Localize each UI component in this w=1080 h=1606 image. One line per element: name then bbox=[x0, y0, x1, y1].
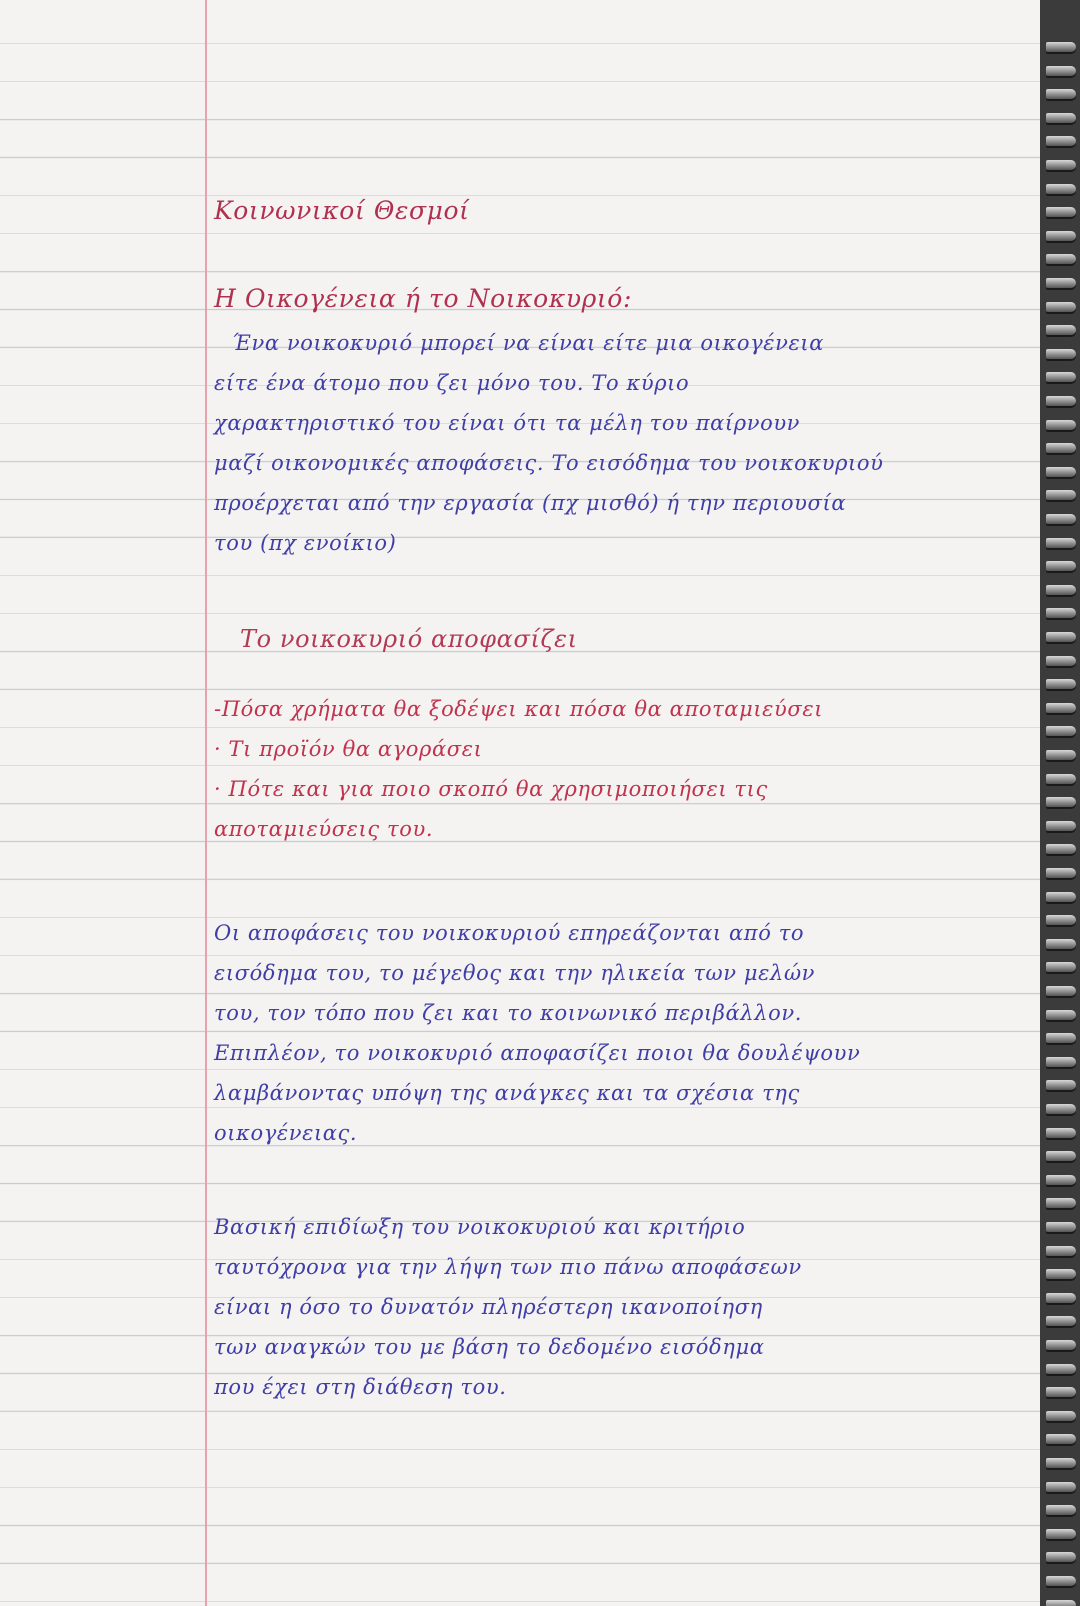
spiral-ring bbox=[1046, 1080, 1076, 1090]
spiral-ring bbox=[1046, 254, 1076, 264]
text-line: Επιπλέον, το νοικοκυριό αποφασίζει ποιοι θα δουλέψουν bbox=[214, 1041, 861, 1065]
spiral-ring bbox=[1046, 632, 1076, 642]
spiral-ring bbox=[1046, 608, 1076, 618]
text-line: χαρακτηριστικό του είναι ότι τα μέλη του παίρνουν bbox=[214, 411, 801, 435]
text-line: του (πχ ενοίκιο) bbox=[214, 531, 397, 555]
text-line: προέρχεται από την εργασία (πχ μισθό) ή την περιουσία bbox=[214, 491, 847, 515]
spiral-ring bbox=[1046, 915, 1076, 925]
spiral-ring bbox=[1046, 302, 1076, 312]
spiral-ring bbox=[1046, 986, 1076, 996]
spiral-ring bbox=[1046, 844, 1076, 854]
notebook-spiral-binding bbox=[1040, 0, 1080, 1606]
spiral-ring bbox=[1046, 892, 1076, 902]
spiral-ring bbox=[1046, 349, 1076, 359]
list-item: αποταμιεύσεις του. bbox=[214, 817, 434, 841]
spiral-ring bbox=[1046, 1364, 1076, 1374]
spiral-ring bbox=[1046, 679, 1076, 689]
text-line: του, τον τόπο που ζει και το κοινωνικό περιβάλλον. bbox=[214, 1001, 803, 1025]
spiral-ring bbox=[1046, 868, 1076, 878]
text-line: που έχει στη διάθεση του. bbox=[214, 1375, 507, 1399]
text-line: ταυτόχρονα για την λήψη των πιο πάνω αποφάσεων bbox=[214, 1255, 802, 1279]
spiral-ring bbox=[1046, 1010, 1076, 1020]
spiral-ring bbox=[1046, 1505, 1076, 1515]
spiral-ring bbox=[1046, 372, 1076, 382]
spiral-ring bbox=[1046, 325, 1076, 335]
spiral-ring bbox=[1046, 1458, 1076, 1468]
spiral-ring bbox=[1046, 1482, 1076, 1492]
spiral-ring bbox=[1046, 184, 1076, 194]
spiral-ring bbox=[1046, 1434, 1076, 1444]
spiral-ring bbox=[1046, 1151, 1076, 1161]
list-item: · Τι προϊόν θα αγοράσει bbox=[214, 737, 483, 761]
spiral-ring bbox=[1046, 1269, 1076, 1279]
text-line: είτε ένα άτομο που ζει μόνο του. Το κύριο bbox=[214, 371, 690, 395]
spiral-ring bbox=[1046, 207, 1076, 217]
spiral-ring bbox=[1046, 1552, 1076, 1562]
section-heading: Η Οικογένεια ή το Νοικοκυριό: bbox=[214, 284, 632, 313]
text-line: μαζί οικονομικές αποφάσεις. Το εισόδημα του νοικοκυριού bbox=[214, 451, 884, 475]
spiral-ring bbox=[1046, 561, 1076, 571]
spiral-ring bbox=[1046, 420, 1076, 430]
spiral-ring bbox=[1046, 514, 1076, 524]
spiral-ring bbox=[1046, 797, 1076, 807]
page-title: Κοινωνικοί Θεσμοί bbox=[214, 196, 470, 225]
spiral-ring bbox=[1046, 89, 1076, 99]
spiral-ring bbox=[1046, 1316, 1076, 1326]
text-line: είναι η όσο το δυνατόν πληρέστερη ικανοποίηση bbox=[214, 1295, 763, 1319]
spiral-ring bbox=[1046, 962, 1076, 972]
spiral-ring bbox=[1046, 1600, 1076, 1606]
spiral-ring bbox=[1046, 1128, 1076, 1138]
spiral-ring bbox=[1046, 1198, 1076, 1208]
spiral-ring bbox=[1046, 821, 1076, 831]
spiral-ring bbox=[1046, 467, 1076, 477]
spiral-ring bbox=[1046, 1033, 1076, 1043]
spiral-ring bbox=[1046, 726, 1076, 736]
spiral-ring bbox=[1046, 490, 1076, 500]
spiral-ring bbox=[1046, 939, 1076, 949]
spiral-ring bbox=[1046, 396, 1076, 406]
spiral-ring bbox=[1046, 1246, 1076, 1256]
spiral-ring bbox=[1046, 774, 1076, 784]
spiral-ring bbox=[1046, 42, 1076, 52]
spiral-ring bbox=[1046, 1576, 1076, 1586]
spiral-ring bbox=[1046, 113, 1076, 123]
spiral-ring bbox=[1046, 160, 1076, 170]
text-line: Ένα νοικοκυριό μπορεί να είναι είτε μια οικογένεια bbox=[232, 331, 824, 355]
spiral-ring bbox=[1046, 1175, 1076, 1185]
spiral-ring bbox=[1046, 1529, 1076, 1539]
spiral-ring bbox=[1046, 750, 1076, 760]
list-item: · Πότε και για ποιο σκοπό θα χρησιμοποιήσει τις bbox=[214, 777, 768, 801]
text-line: εισόδημα του, το μέγεθος και την ηλικεία των μελών bbox=[214, 961, 816, 985]
spiral-ring bbox=[1046, 1104, 1076, 1114]
spiral-ring bbox=[1046, 278, 1076, 288]
spiral-ring bbox=[1046, 703, 1076, 713]
text-line: των αναγκών του με βάση το δεδομένο εισόδημα bbox=[214, 1335, 765, 1359]
spiral-ring bbox=[1046, 1387, 1076, 1397]
spiral-ring bbox=[1046, 66, 1076, 76]
list-item: -Πόσα χρήματα θα ξοδέψει και πόσα θα αποταμιεύσει bbox=[214, 697, 824, 721]
text-line: οικογένειας. bbox=[214, 1121, 358, 1145]
spiral-ring bbox=[1046, 656, 1076, 666]
spiral-ring bbox=[1046, 538, 1076, 548]
subheading: Το νοικοκυριό αποφασίζει bbox=[240, 625, 578, 653]
text-line: Οι αποφάσεις του νοικοκυριού επηρεάζονται από το bbox=[214, 921, 805, 945]
spiral-ring bbox=[1046, 1411, 1076, 1421]
spiral-ring bbox=[1046, 136, 1076, 146]
spiral-ring bbox=[1046, 231, 1076, 241]
spiral-ring bbox=[1046, 1340, 1076, 1350]
text-line: Βασική επιδίωξη του νοικοκυριού και κριτήριο bbox=[214, 1215, 746, 1239]
page-margin-line bbox=[205, 0, 207, 1606]
spiral-ring bbox=[1046, 443, 1076, 453]
spiral-ring bbox=[1046, 585, 1076, 595]
spiral-ring bbox=[1046, 1222, 1076, 1232]
spiral-ring bbox=[1046, 1057, 1076, 1067]
text-line: λαμβάνοντας υπόψη της ανάγκες και τα σχέσια της bbox=[214, 1081, 800, 1105]
spiral-ring bbox=[1046, 1293, 1076, 1303]
